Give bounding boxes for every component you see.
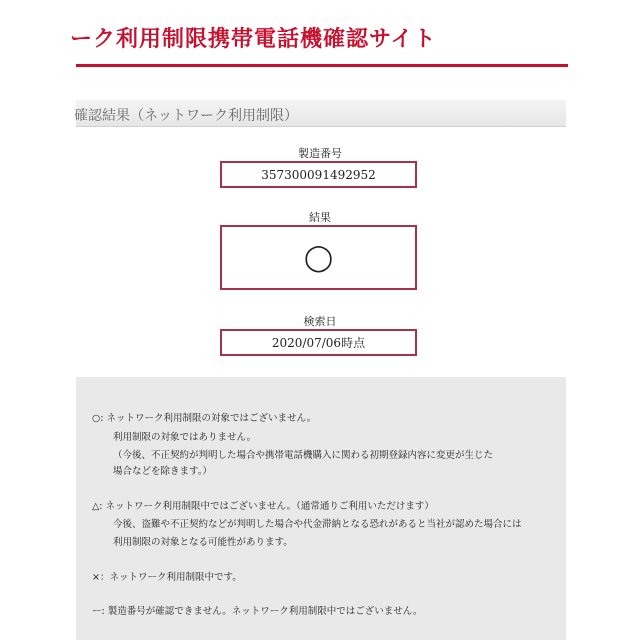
date-value-box <box>220 329 417 356</box>
site-title: ーク利用制限携帯電話機確認サイト <box>70 27 437 52</box>
legend-triangle-line-3: 利用制限の対象となる可能性があります。 <box>113 537 293 548</box>
serial-value-box <box>220 161 417 188</box>
legend-circle-line-4: 場合などを除きます。） <box>113 466 212 477</box>
legend-circle-line-3: （今後、不正契約が判明した場合や携帯電話機購入に関わる初期登録内容に変更が生じた <box>113 450 494 461</box>
legend-dash-line-1: ー: 製造番号が確認できません。ネットワーク利用制限中ではございません。 <box>92 606 423 617</box>
date-value: 2020/07/06時点 <box>271 336 366 350</box>
serial-label: 製造番号 <box>298 147 342 160</box>
result-circle-icon: ◯ <box>303 242 334 273</box>
result-value-box <box>220 225 417 290</box>
section-heading: 確認結果（ネットワーク利用制限） <box>74 108 298 124</box>
site-header <box>0 0 640 70</box>
header-rule <box>76 64 568 67</box>
date-label: 検索日 <box>303 315 337 328</box>
legend-triangle-line-2: 今後、盗難や不正契約などが判明した場合や代金滞納となる恐れがあると当社が認めた場合には <box>113 519 522 530</box>
legend-triangle-line-1: △: ネットワーク利用制限中ではございません。（通常通りご利用いただけます） <box>92 501 434 512</box>
legend-circle-line-1: ○: ネットワーク利用制限の対象ではございません。 <box>92 413 317 424</box>
legend-cross-line-1: ×：ネットワーク利用制限中です。 <box>92 572 242 583</box>
legend-circle-line-2: 利用制限の対象ではありません。 <box>113 432 257 443</box>
result-label: 結果 <box>309 211 331 224</box>
serial-value: 357300091492952 <box>261 167 376 182</box>
